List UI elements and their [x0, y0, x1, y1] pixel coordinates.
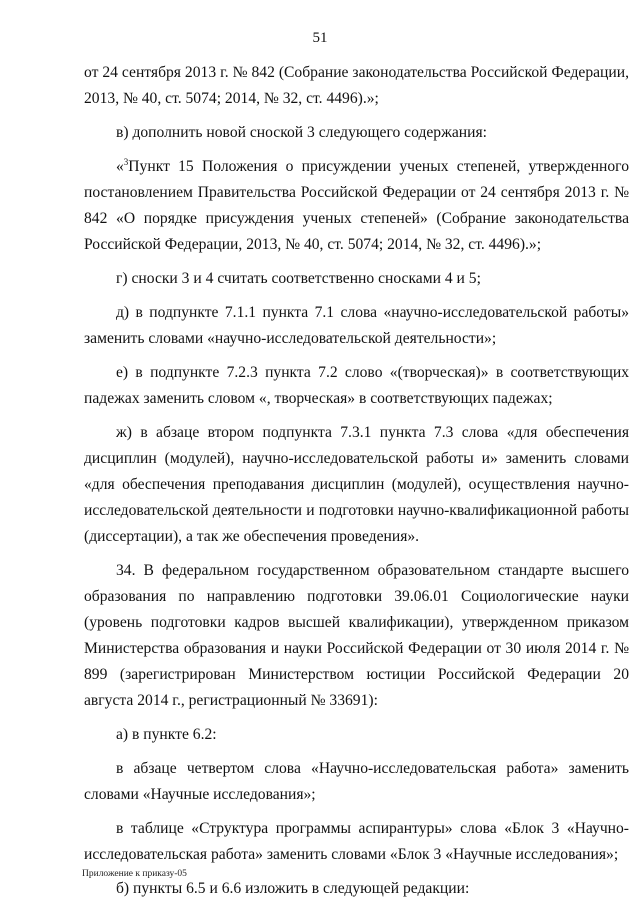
paragraph-8: 34. В федеральном государственном образовательном стандарте высшего образования по направлению подготовки 39.06.01 Социологические науки (уровень подготовки кадров высшей квалификации), утвержденном приказом Министерства образования и науки Российской Федерации от 30 июля 2014 г. № 899 (зарегистрирован Министерством юстиции Российской Федерации 20 августа 2014 г., регистрационный № 33691):: [84, 562, 629, 709]
page-footer: Приложение к приказу-05: [82, 869, 187, 879]
paragraph-6: е) в подпункте 7.2.3 пункта 7.2 слово «(творческая)» в соответствующих падежах заменить словом «, творческая» в соответствующих падежах;: [84, 364, 629, 407]
paragraph-10: в абзаце четвертом слова «Научно-исследовательская работа» заменить словами «Научные исследования»;: [84, 760, 629, 803]
paragraph-1: от 24 сентября 2013 г. № 842 (Собрание законодательства Российской Федерации, 2013, № 40, ст. 5074; 2014, № 32, ст. 4496).»;: [84, 64, 629, 107]
paragraph-3: «$^3$Пункт 15 Положения о присуждении ученых степеней, утвержденного постановлением Правительства Российской Федерации от 24 сентября 2013 г. № 842 «О порядке присуждения ученых степеней» (Собрание законодательства Российской Федерации, 2013, № 40, ст. 5074; 2014, № 32, ст. 4496).»;: [84, 156, 629, 253]
document-body: [84, 60, 629, 910]
footnote-marker: 3: [123, 156, 129, 167]
paragraph-4: г) сноски 3 и 4 считать соответственно сносками 4 и 5;: [116, 270, 481, 287]
paragraph-7: ж) в абзаце втором подпункта 7.3.1 пункта 7.3 слова «для обеспечения дисциплин (модулей), научно-исследовательской работы и» заменить словами «для обеспечения преподавания дисциплин (модулей), осуществления научно-исследовательской деятельности и подготовки научно-квалификационной работы (диссертации), а так же обеспечения проведения».: [84, 424, 629, 545]
paragraph-9: а) в пункте 6.2:: [116, 726, 217, 743]
paragraph-5: д) в подпункте 7.1.1 пункта 7.1 слова «научно-исследовательской работы» заменить словами «научно-исследовательской деятельности»;: [84, 304, 629, 347]
page-number: 51: [312, 30, 328, 46]
paragraph-2: в) дополнить новой сноской 3 следующего содержания:: [116, 124, 487, 141]
paragraph-11: в таблице «Структура программы аспирантуры» слова «Блок 3 «Научно-исследовательская работа» заменить словами «Блок 3 «Научные исследования»;: [84, 820, 629, 863]
paragraph-12: б) пункты 6.5 и 6.6 изложить в следующей редакции:: [116, 880, 470, 897]
